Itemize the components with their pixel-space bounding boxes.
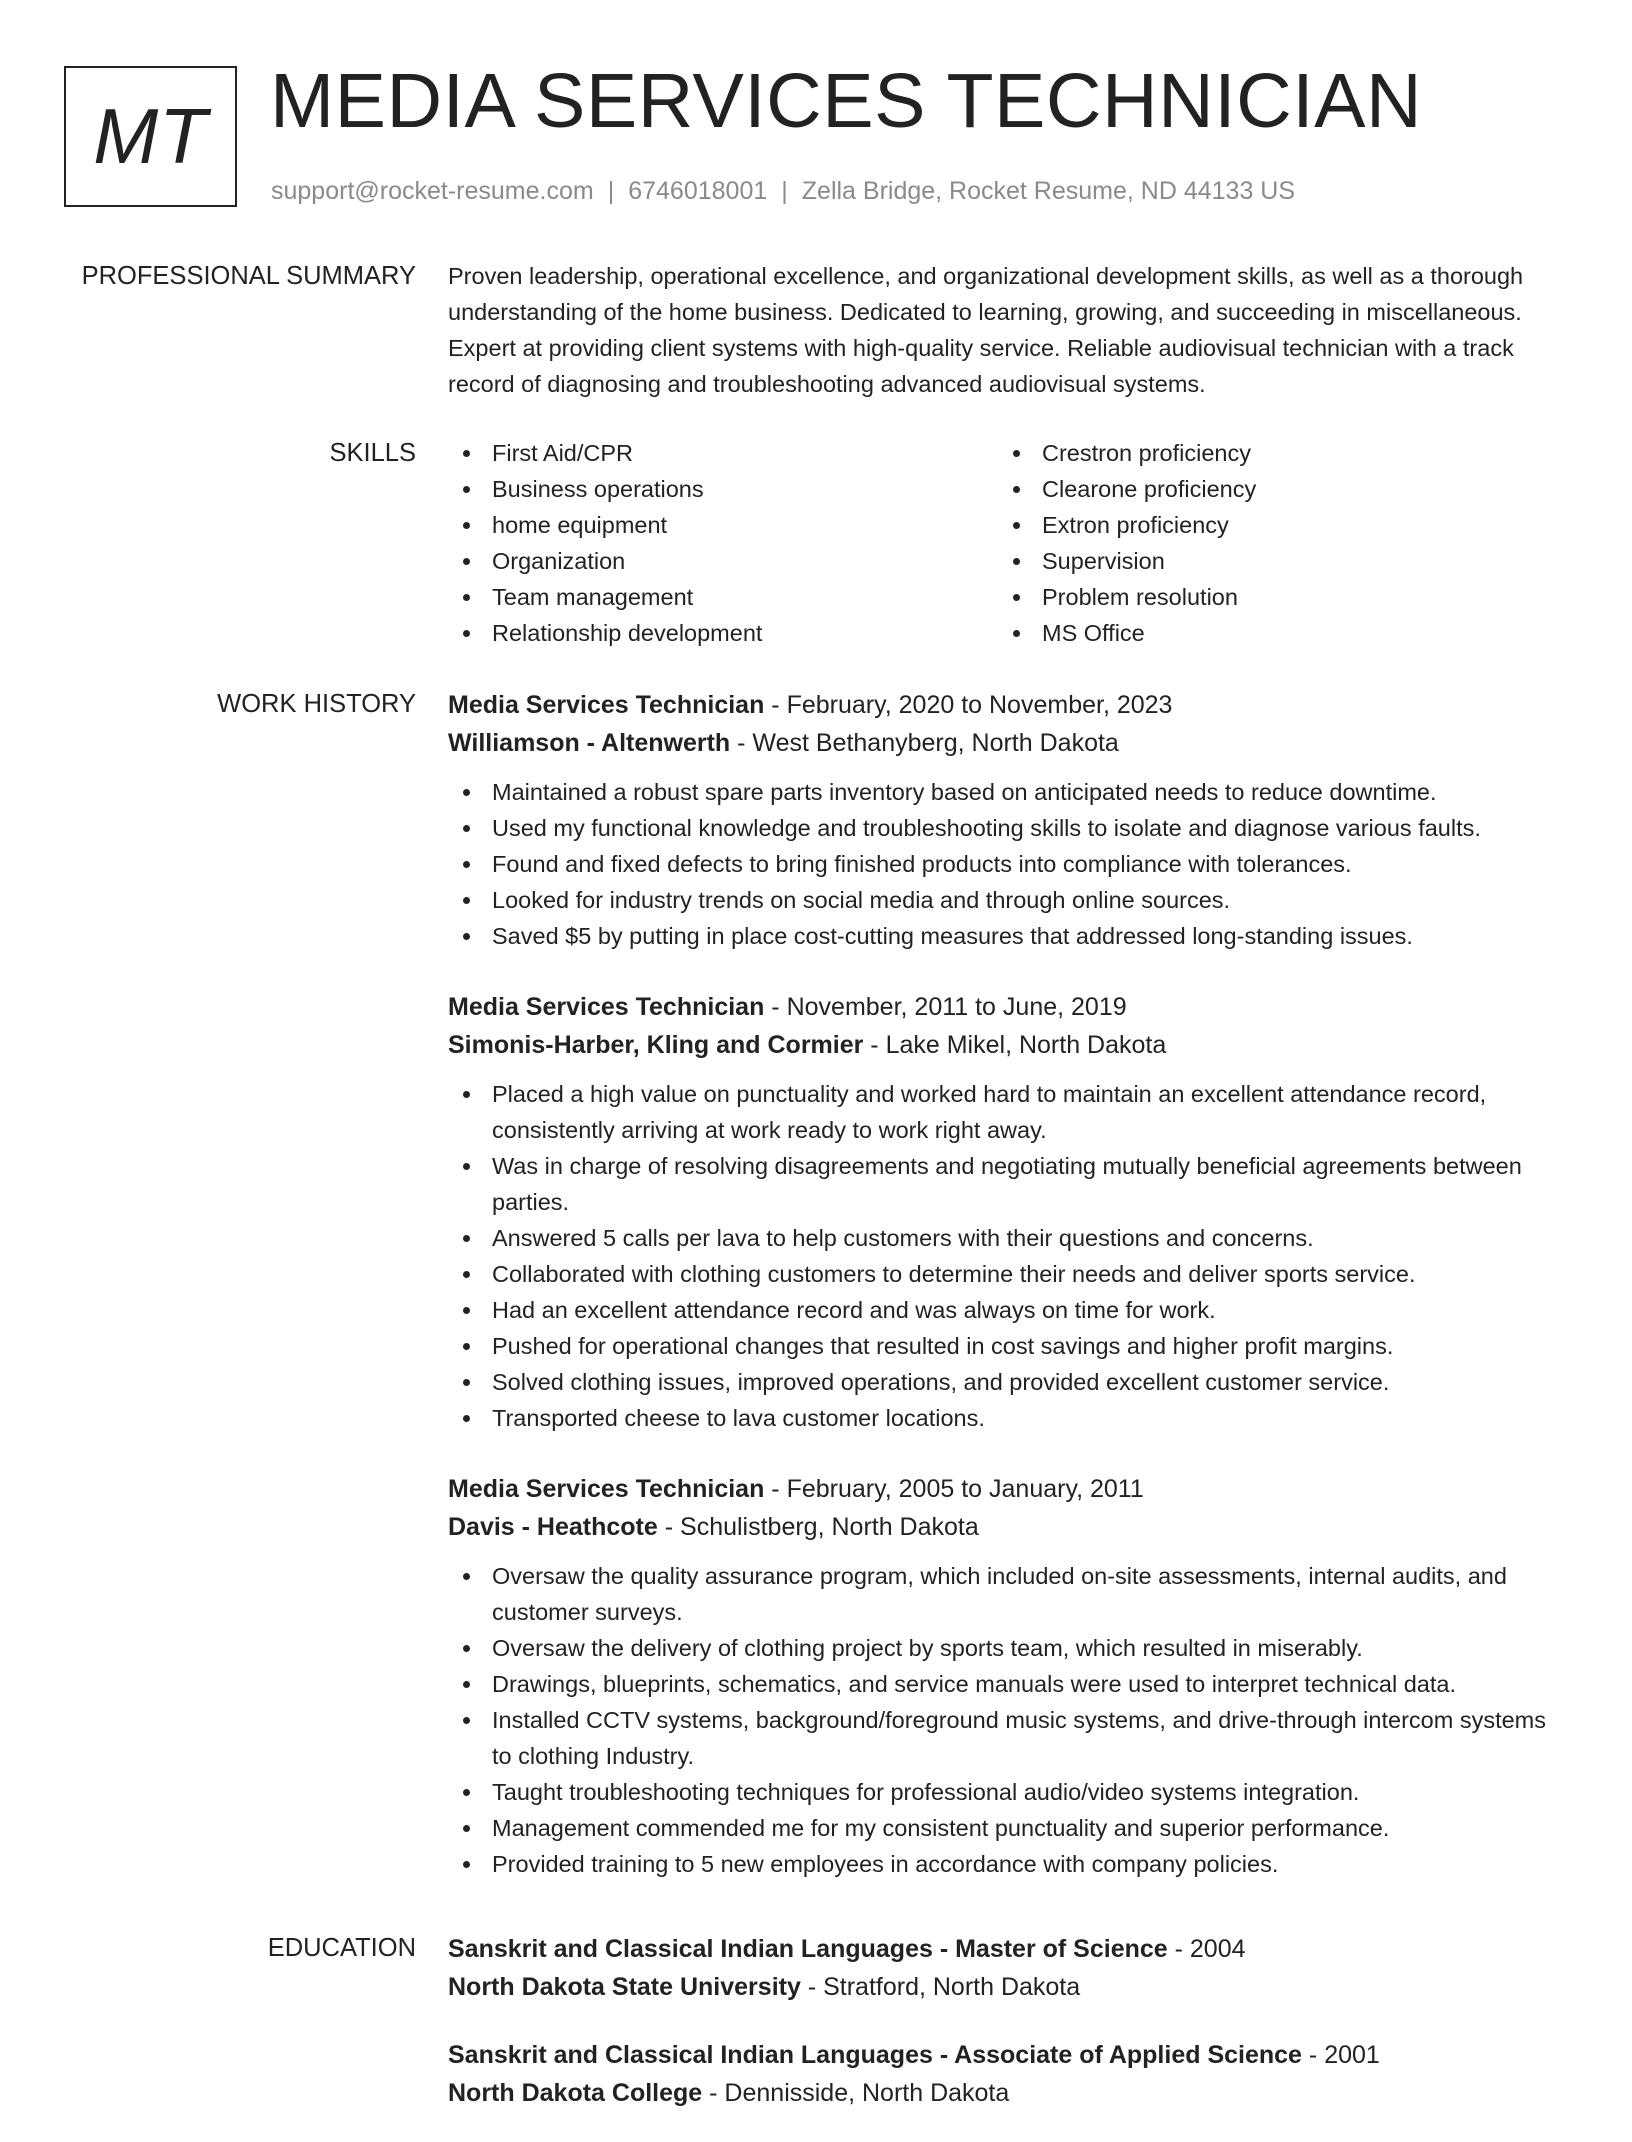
job-bullet: Used my functional knowledge and troubleshooting skills to isolate and diagnose various faults. xyxy=(448,810,1568,846)
job-company-line: Simonis-Harber, Kling and Cormier - Lake Mikel, North Dakota xyxy=(448,1031,1167,1059)
job-bullet: Had an excellent attendance record and was always on time for work. xyxy=(448,1292,1568,1328)
job-bullet: Placed a high value on punctuality and worked hard to maintain an excellent attendance record, consistently arriving at work ready to work right away. xyxy=(448,1076,1568,1148)
job-entry xyxy=(448,988,1568,1436)
job-entry xyxy=(448,686,1568,954)
job-bullet: Provided training to 5 new employees in accordance with company policies. xyxy=(448,1846,1568,1882)
monogram-badge xyxy=(64,66,237,207)
job-bullet: Answered 5 calls per lava to help customers with their questions and concerns. xyxy=(448,1220,1568,1256)
job-company-line: Williamson - Altenwerth - West Bethanyberg, North Dakota xyxy=(448,729,1119,757)
contact-phone[interactable]: 6746018001 xyxy=(628,177,768,205)
skill-item: Extron proficiency xyxy=(998,507,1548,543)
section-heading-work: WORK HISTORY xyxy=(217,690,416,718)
job-title-line: Media Services Technician - November, 2011 to June, 2019 xyxy=(448,993,1127,1021)
job-bullet: Management commended me for my consistent punctuality and superior performance. xyxy=(448,1810,1568,1846)
job-bullet: Found and fixed defects to bring finished products into compliance with tolerances. xyxy=(448,846,1568,882)
skills-list-left xyxy=(448,435,998,651)
education-degree: Sanskrit and Classical Indian Languages - Associate of Applied Science xyxy=(448,2041,1302,2069)
skill-item: Organization xyxy=(448,543,998,579)
skill-item: home equipment xyxy=(448,507,998,543)
job-company: Williamson - Altenwerth xyxy=(448,729,731,757)
job-bullet: Oversaw the delivery of clothing project by sports team, which resulted in miserably. xyxy=(448,1630,1568,1666)
job-location: Schulistberg, North Dakota xyxy=(680,1513,979,1541)
education-location: Stratford, North Dakota xyxy=(823,1973,1081,2001)
education-degree: Sanskrit and Classical Indian Languages - Master of Science xyxy=(448,1935,1168,1963)
job-bullet: Collaborated with clothing customers to determine their needs and deliver sports service. xyxy=(448,1256,1568,1292)
education-entry xyxy=(448,1930,1568,2006)
section-heading-education: EDUCATION xyxy=(267,1934,416,1962)
job-dates: November, 2011 to June, 2019 xyxy=(786,993,1127,1021)
education-year: 2001 xyxy=(1324,2041,1380,2069)
job-company: Simonis-Harber, Kling and Cormier xyxy=(448,1031,864,1059)
resume-name: MEDIA SERVICES TECHNICIAN xyxy=(270,58,1423,144)
job-bullet: Taught troubleshooting techniques for professional audio/video systems integration. xyxy=(448,1774,1568,1810)
monogram-initials: MT xyxy=(93,92,208,180)
job-title: Media Services Technician xyxy=(448,1475,765,1503)
resume-header xyxy=(0,0,1632,230)
job-dates: February, 2005 to January, 2011 xyxy=(786,1475,1144,1503)
skill-item: Supervision xyxy=(998,543,1548,579)
job-title-line: Media Services Technician - February, 2020 to November, 2023 xyxy=(448,691,1173,719)
skill-item: First Aid/CPR xyxy=(448,435,998,471)
education-school-line: North Dakota State University - Stratford, North Dakota xyxy=(448,1973,1081,2001)
job-bullet: Installed CCTV systems, background/foreground music systems, and drive-through intercom systems to clothing Industry. xyxy=(448,1702,1568,1774)
contact-address: Zella Bridge, Rocket Resume, ND 44133 US xyxy=(801,177,1296,205)
job-bullet: Oversaw the quality assurance program, which included on-site assessments, internal audits, and customer surveys. xyxy=(448,1558,1568,1630)
job-location: Lake Mikel, North Dakota xyxy=(885,1031,1167,1059)
contact-email[interactable]: support@rocket-resume.com xyxy=(271,177,594,205)
section-heading-skills: SKILLS xyxy=(329,439,416,467)
education-degree-line: Sanskrit and Classical Indian Languages - Master of Science - 2004 xyxy=(448,1935,1246,1963)
job-bullet: Maintained a robust spare parts inventory based on anticipated needs to reduce downtime. xyxy=(448,774,1568,810)
education-school-line: North Dakota College - Dennisside, North Dakota xyxy=(448,2079,1010,2107)
job-bullet: Transported cheese to lava customer locations. xyxy=(448,1400,1568,1436)
contact-line xyxy=(271,175,1295,207)
skill-item: Business operations xyxy=(448,471,998,507)
job-bullets xyxy=(448,774,1568,954)
education-school: North Dakota State University xyxy=(448,1973,801,2001)
contact-separator: | xyxy=(781,177,788,205)
job-company-line: Davis - Heathcote - Schulistberg, North Dakota xyxy=(448,1513,979,1541)
job-bullets xyxy=(448,1558,1568,1882)
education-year: 2004 xyxy=(1189,1935,1246,1963)
job-bullet: Pushed for operational changes that resulted in cost savings and higher profit margins. xyxy=(448,1328,1568,1364)
education-degree-line: Sanskrit and Classical Indian Languages - Associate of Applied Science - 2001 xyxy=(448,2041,1380,2069)
job-bullet: Drawings, blueprints, schematics, and service manuals were used to interpret technical data. xyxy=(448,1666,1568,1702)
section-heading-summary: PROFESSIONAL SUMMARY xyxy=(81,262,416,290)
job-company: Davis - Heathcote xyxy=(448,1513,658,1541)
skill-item: Team management xyxy=(448,579,998,615)
education-entry xyxy=(448,2036,1568,2112)
job-bullet: Saved $5 by putting in place cost-cutting measures that addressed long-standing issues. xyxy=(448,918,1568,954)
skill-item: Relationship development xyxy=(448,615,998,651)
job-bullets xyxy=(448,1076,1568,1436)
job-entry xyxy=(448,1470,1568,1882)
skills-list-right xyxy=(998,435,1548,651)
job-dates: February, 2020 to November, 2023 xyxy=(786,691,1173,719)
job-bullet: Looked for industry trends on social media and through online sources. xyxy=(448,882,1568,918)
skill-item: MS Office xyxy=(998,615,1548,651)
job-title-line: Media Services Technician - February, 2005 to January, 2011 xyxy=(448,1475,1144,1503)
contact-separator: | xyxy=(607,177,615,205)
job-title: Media Services Technician xyxy=(448,691,765,719)
job-title: Media Services Technician xyxy=(448,993,765,1021)
job-bullet: Was in charge of resolving disagreements and negotiating mutually beneficial agreements between parties. xyxy=(448,1148,1568,1220)
job-bullet: Solved clothing issues, improved operations, and provided excellent customer service. xyxy=(448,1364,1568,1400)
skill-item: Problem resolution xyxy=(998,579,1548,615)
education-school: North Dakota College xyxy=(448,2079,703,2107)
skill-item: Clearone proficiency xyxy=(998,471,1548,507)
skill-item: Crestron proficiency xyxy=(998,435,1548,471)
job-location: West Bethanyberg, North Dakota xyxy=(752,729,1119,757)
summary-text: Proven leadership, operational excellence, and organizational development skills, as well as a thorough understanding of the home business. Dedicated to learning, growing, and succeeding in miscellaneous. Expert at providing client systems with high-quality service. Reliable audiovisual technician with a track record of diagnosing and troubleshooting advanced audiovisual systems. xyxy=(448,263,1524,397)
education-location: Dennisside, North Dakota xyxy=(724,2079,1010,2107)
